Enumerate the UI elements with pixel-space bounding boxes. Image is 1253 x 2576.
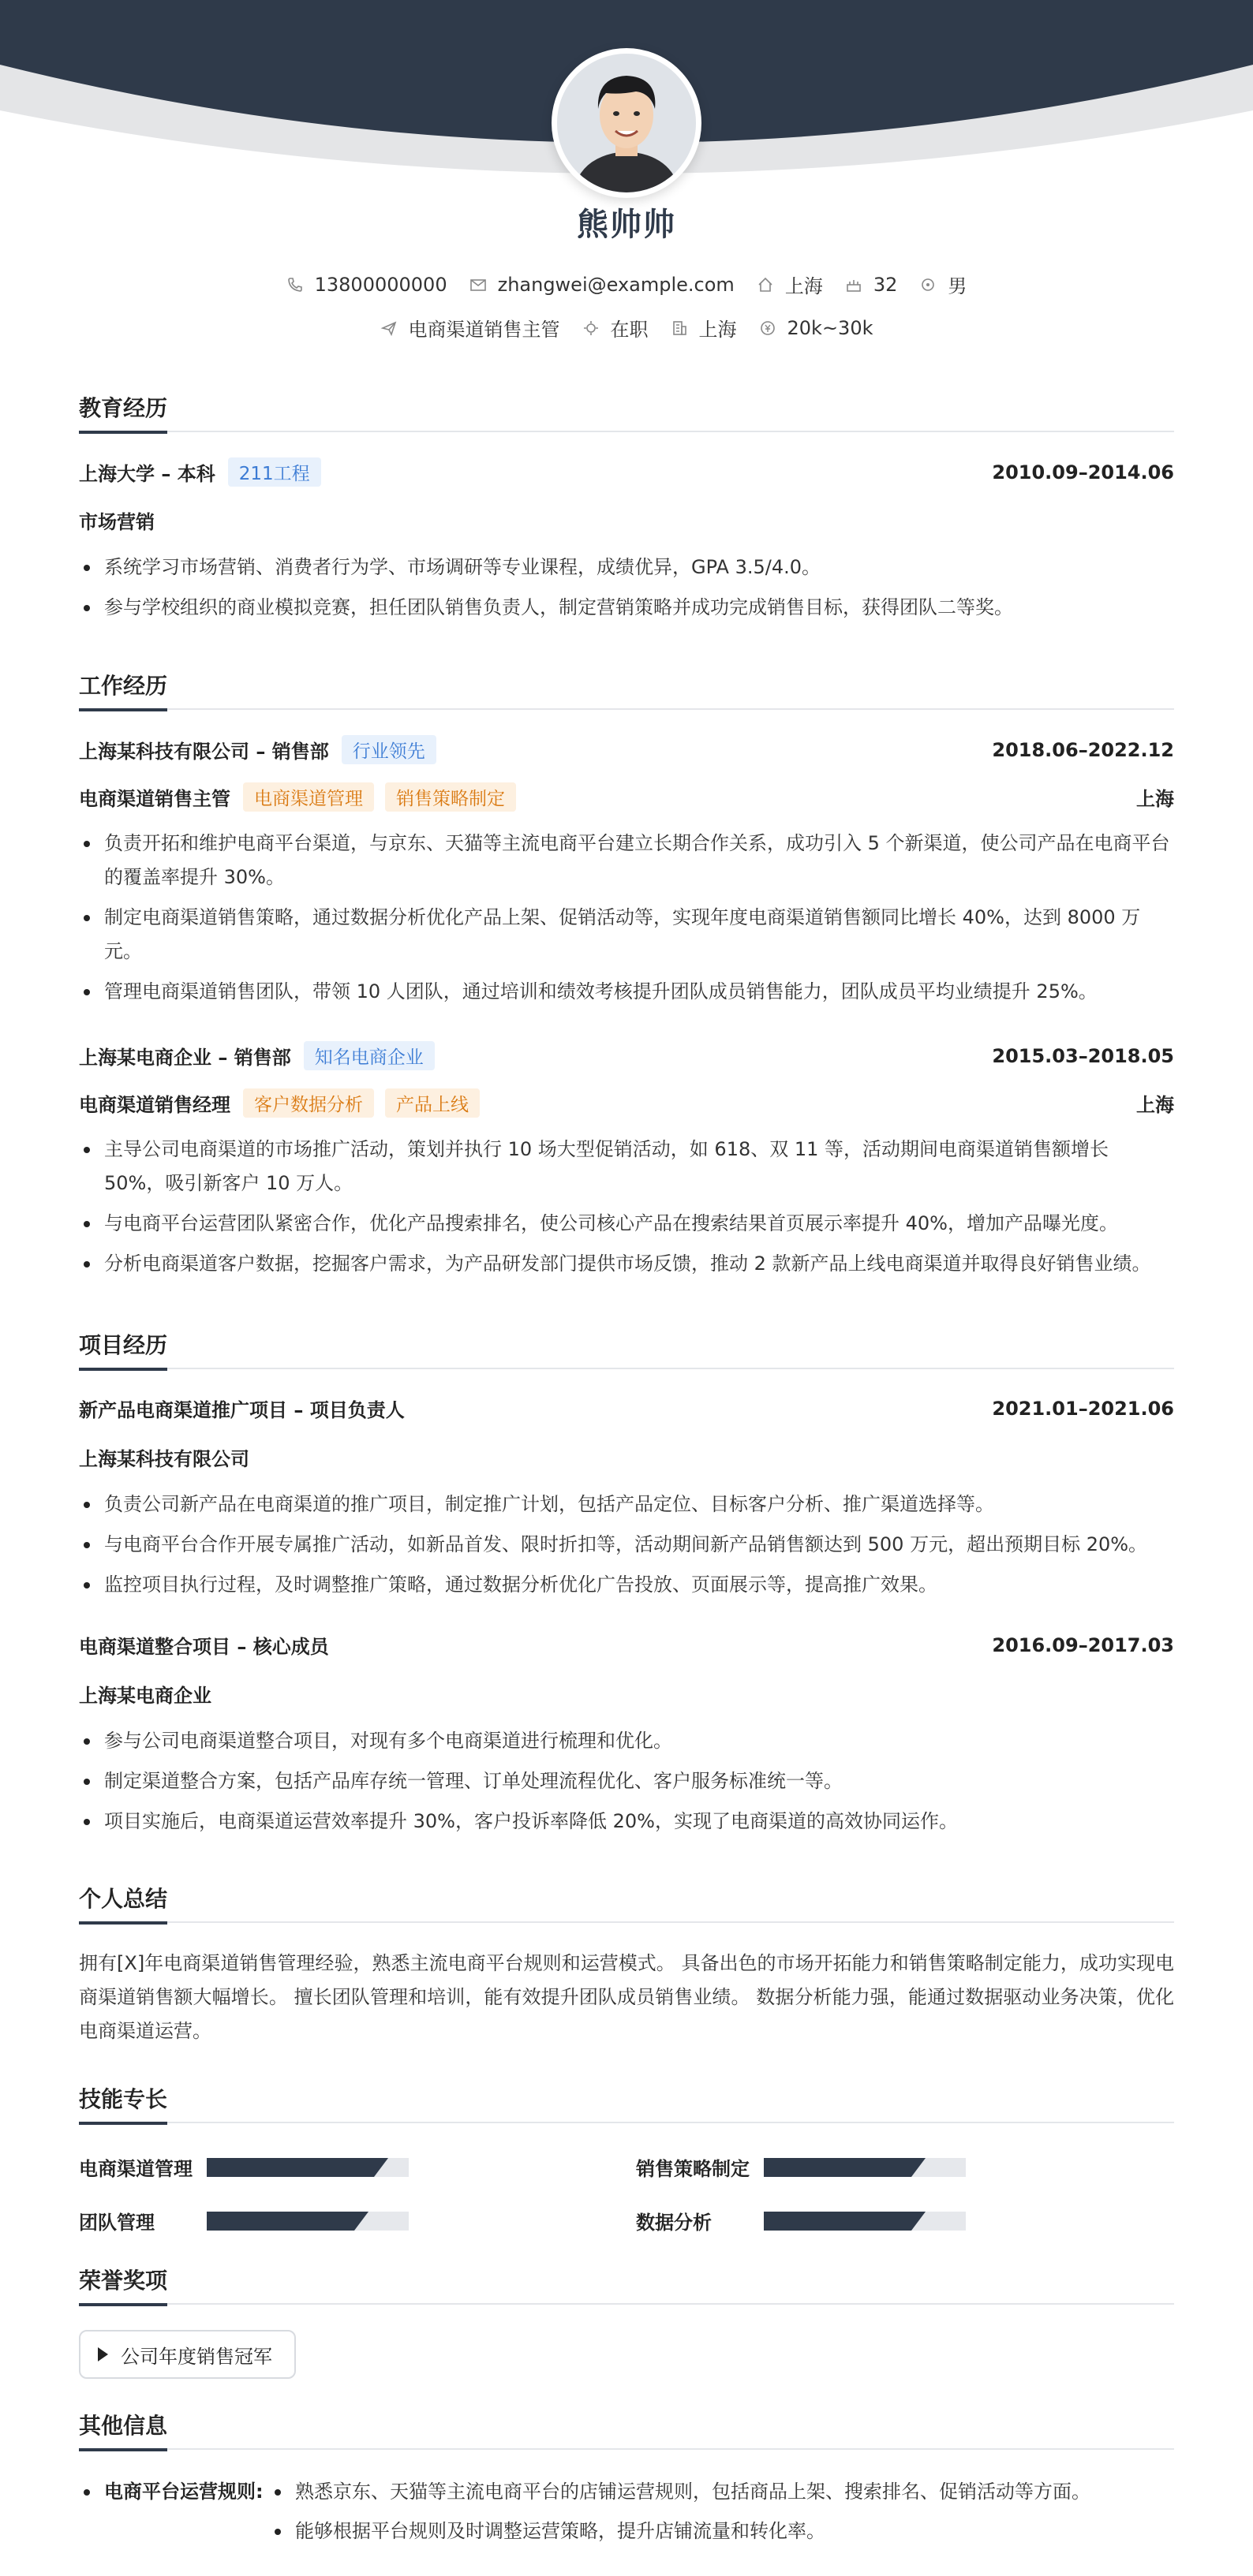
major: 市场营销 [79, 511, 155, 533]
list-item: 参与学校组织的商业模拟竞赛，担任团队销售负责人，制定营销策略并成功完成销售目标，获得团队二等奖。 [79, 591, 1174, 625]
skill-bar [764, 2212, 966, 2231]
target-city-item [671, 314, 737, 342]
project-row [79, 1631, 1174, 1659]
school-tag: 211工程 [228, 457, 321, 487]
phone-icon [286, 276, 304, 293]
summary-text: 拥有[X]年电商渠道销售管理经验，熟悉主流电商平台规则和运营模式。 具备出色的市场开拓能力和销售策略制定能力，成功实现电商渠道销售额大幅增长。 擅长团队管理和培训，能有效提升团队成员销售业绩。 数据分析能力强，能通过数据驱动业务决策，优化电商渠道运营。 [79, 1952, 1174, 2042]
status-item [582, 314, 649, 342]
candidate-name: 熊帅帅 [577, 207, 676, 243]
company-tag: 行业领先 [342, 735, 436, 764]
building-icon [671, 319, 688, 337]
email-item [469, 274, 735, 296]
list-item: 分析电商渠道客户数据，挖掘客户需求，为产品研发部门提供市场反馈，推动 2 款新产品上线电商渠道并取得良好销售业绩。 [79, 1247, 1174, 1281]
contact-row [0, 271, 1253, 298]
other-value: 能够根据平台规则及时调整运营策略，提升店铺流量和转化率。 [270, 2514, 825, 2548]
skill-bar [207, 2212, 409, 2231]
age-text: 32 [873, 273, 898, 296]
send-icon [380, 319, 398, 337]
education-bullets [79, 551, 1174, 631]
mail-icon [469, 276, 487, 293]
section-title-awards: 荣誉奖项 [79, 2264, 1174, 2305]
other-value: 熟悉京东、天猫等主流电商平台的店铺运营规则，包括商品上架、搜索排名、促销活动等方面。 [270, 2475, 1090, 2509]
project-org: 上海某科技有限公司 [79, 1448, 249, 1470]
job-company: 上海某电商企业 – 销售部 [79, 1047, 291, 1069]
job-role-row [79, 782, 1174, 812]
section-title-projects: 项目经历 [79, 1328, 1174, 1369]
role-tag: 产品上线 [385, 1088, 480, 1118]
gender-text: 男 [948, 275, 967, 297]
role-tag: 客户数据分析 [243, 1088, 374, 1118]
skill-name: 数据分析 [636, 2212, 712, 2234]
phone-text: 13800000000 [314, 273, 447, 296]
project-org: 上海某电商企业 [79, 1685, 211, 1707]
skill-name: 电商渠道管理 [79, 2158, 193, 2180]
job-bullets [79, 1133, 1174, 1287]
skill-name: 销售策略制定 [636, 2158, 750, 2180]
age-item [845, 274, 898, 296]
job-company-row [79, 735, 1174, 764]
avatar [552, 48, 701, 198]
city-item [757, 271, 823, 298]
job-company: 上海某科技有限公司 – 销售部 [79, 741, 329, 763]
company-tag: 知名电商企业 [304, 1041, 435, 1070]
skill-item [79, 2207, 409, 2234]
skill-fill [764, 2158, 911, 2177]
project-name: 新产品电商渠道推广项目 – 项目负责人 [79, 1399, 405, 1421]
list-item: 与电商平台合作开展专属推广活动，如新品首发、限时折扣等，活动期间新产品销售额达到 500 万元，超出预期目标 20%。 [79, 1528, 1174, 1562]
list-item: 与电商平台运营团队紧密合作，优化产品搜索排名，使公司核心产品在搜索结果首页展示率提升 40%，增加产品曝光度。 [79, 1207, 1174, 1241]
job-location: 上海 [1136, 788, 1174, 810]
project-period: 2021.01–2021.06 [992, 1397, 1174, 1420]
project-bullets [79, 1488, 1174, 1608]
job-role-row [79, 1088, 1174, 1118]
position-text: 电商渠道销售主管 [408, 319, 560, 341]
play-triangle-icon [98, 2347, 108, 2361]
school-name: 上海大学 – 本科 [79, 463, 215, 485]
project-period: 2016.09–2017.03 [992, 1633, 1174, 1656]
skill-item [636, 2207, 966, 2234]
list-item: 主导公司电商渠道的市场推广活动，策划并执行 10 场大型促销活动，如 618、双 11 等，活动期间电商渠道销售额增长 50%，吸引新客户 10 万人。 [79, 1133, 1174, 1200]
section-title-work: 工作经历 [79, 669, 1174, 710]
skill-item [79, 2153, 409, 2181]
position-item [380, 314, 560, 342]
job-period: 2018.06–2022.12 [992, 738, 1174, 761]
target-city-text: 上海 [698, 319, 737, 341]
role-tag: 电商渠道管理 [243, 782, 374, 812]
project-row [79, 1394, 1174, 1422]
phone-item [286, 274, 447, 296]
other-info-row [79, 2475, 1174, 2509]
skill-fill [207, 2158, 374, 2177]
skill-fill [207, 2212, 354, 2231]
education-period: 2010.09–2014.06 [992, 461, 1174, 483]
job-company-row [79, 1041, 1174, 1070]
job-role: 电商渠道销售经理 [79, 1094, 230, 1116]
list-item: 管理电商渠道销售团队，带领 10 人团队，通过培训和绩效考核提升团队成员销售能力，团队成员平均业绩提升 25%。 [79, 975, 1174, 1009]
section-title-skills: 技能专长 [79, 2082, 1174, 2123]
other-key: 电商平台运营规则: [79, 2475, 270, 2509]
list-item: 项目实施后，电商渠道运营效率提升 30%，客户投诉率降低 20%，实现了电商渠道的高效协同运作。 [79, 1805, 1174, 1839]
skill-bar [764, 2158, 966, 2177]
age-icon [845, 276, 862, 293]
section-title-education: 教育经历 [79, 391, 1174, 432]
skill-bar [207, 2158, 409, 2177]
education-row [79, 457, 1174, 487]
list-item: 监控项目执行过程，及时调整推广策略，通过数据分析优化广告投放、页面展示等，提高推广效果。 [79, 1568, 1174, 1602]
project-bullets [79, 1724, 1174, 1845]
section-title-other: 其他信息 [79, 2409, 1174, 2450]
role-tag: 销售策略制定 [385, 782, 516, 812]
list-item: 制定渠道整合方案，包括产品库存统一管理、订单处理流程优化、客户服务标准统一等。 [79, 1764, 1174, 1798]
list-item: 负责开拓和维护电商平台渠道，与京东、天猫等主流电商平台建立长期合作关系，成功引入 5 个新渠道，使公司产品在电商平台的覆盖率提升 30%。 [79, 827, 1174, 894]
skill-fill [764, 2212, 911, 2231]
city-text: 上海 [784, 275, 823, 297]
job-bullets [79, 827, 1174, 1015]
job-location: 上海 [1136, 1094, 1174, 1116]
job-role: 电商渠道销售主管 [79, 788, 230, 810]
job-period: 2015.03–2018.05 [992, 1044, 1174, 1067]
project-name: 电商渠道整合项目 – 核心成员 [79, 1636, 329, 1658]
salary-icon [759, 319, 776, 337]
section-title-summary: 个人总结 [79, 1882, 1174, 1923]
list-item: 参与公司电商渠道整合项目，对现有多个电商渠道进行梳理和优化。 [79, 1724, 1174, 1758]
status-icon [582, 319, 600, 337]
skill-name: 团队管理 [79, 2212, 155, 2234]
list-item: 负责公司新产品在电商渠道的推广项目，制定推广计划，包括产品定位、目标客户分析、推广渠道选择等。 [79, 1488, 1174, 1521]
salary-item [759, 317, 873, 339]
list-item: 制定电商渠道销售策略，通过数据分析优化产品上架、促销活动等，实现年度电商渠道销售额同比增长 40%，达到 8000 万元。 [79, 901, 1174, 969]
home-icon [757, 276, 774, 293]
email-text: zhangwei@example.com [497, 273, 735, 296]
skill-item [636, 2153, 966, 2181]
job-intent-row [0, 314, 1253, 342]
gender-icon [919, 276, 937, 293]
list-item: 系统学习市场营销、消费者行为学、市场调研等专业课程，成绩优异，GPA 3.5/4.0。 [79, 551, 1174, 584]
salary-text: 20k~30k [787, 316, 873, 339]
gender-item [919, 271, 967, 298]
status-text: 在职 [610, 319, 649, 341]
award-text: 公司年度销售冠军 [121, 2345, 272, 2368]
other-info-row [79, 2514, 1174, 2548]
award-chip [79, 2330, 296, 2379]
